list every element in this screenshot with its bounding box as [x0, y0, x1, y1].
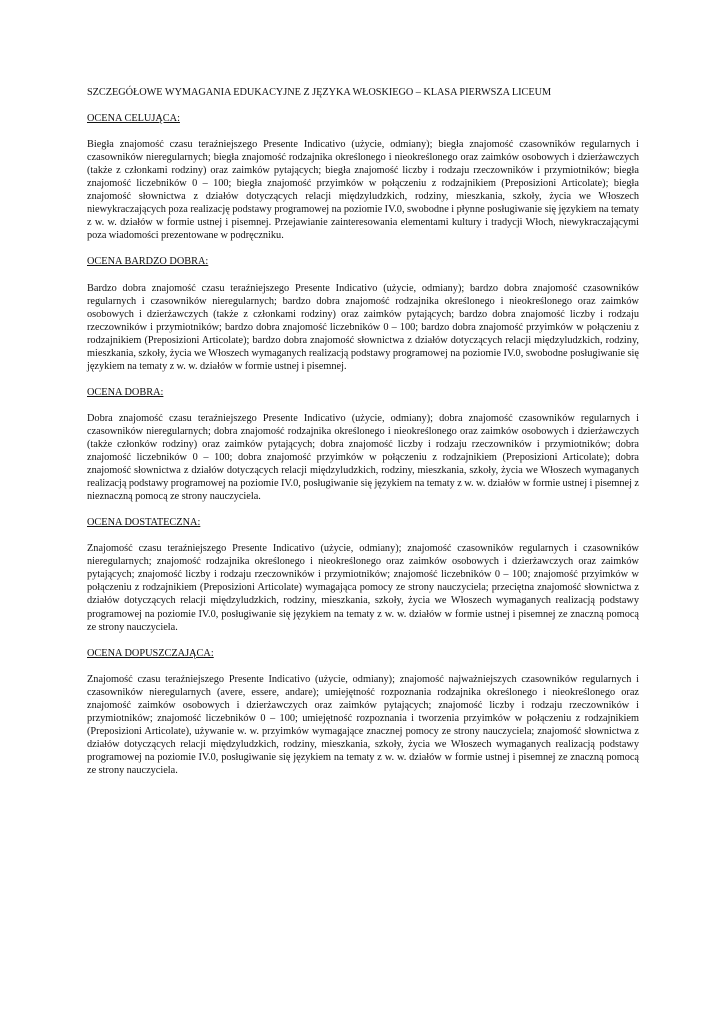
section-heading: OCENA DOPUSZCZAJĄCA:	[87, 647, 214, 659]
section-body: Bardzo dobra znajomość czasu teraźniejszego Presente Indicativo (użycie, odmiany); bardzo dobra znajomość czasowników regularnych i czasowników nieregularnych; bardzo dobra znajomość rodzajnika określonego i nieokreślonego oraz zaimków osobowych i dzierżawczych (także z członkami rodziny) oraz zaimków pytających; bardzo dobra znajomość liczby i rodzaju rzeczowników i przymiotników; bardzo dobra znajomość liczebników 0 – 100; bardzo dobra znajomość przyimków w połączeniu z rodzajnikiem (Preposizioni Articolate); bardzo dobra znajomość słownictwa z działów dotyczących relacji międzyludzkich, rodziny, mieszkania, szkoły, życia we Włoszech wymaganych realizacją podstawy programowej na poziomie IV.0, swobodne posługiwanie się językiem na tematy z w. w. działów w formie ustnej i pisemnej.	[87, 282, 639, 372]
section-body: Znajomość czasu teraźniejszego Presente Indicativo (użycie, odmiany); znajomość najważniejszych czasowników regularnych i czasowników nieregularnych (avere, essere, andare); umiejętność rozpoznania rodzajnika określonego i nieokreślonego oraz znajomość zaimków osobowych i dzierżawczych oraz zaimków pytających; znajomość liczby i rodzaju rzeczowników i przymiotników; znajomość liczebników 0 – 100; umiejętność rozpoznania i tworzenia przyimków w połączeniu z rodzajnikiem (Preposizioni Articolate), używanie w. w. przyimków wymagające znacznej pomocy ze strony nauczyciela; znajomość słownictwa z działów dotyczących relacji międzyludzkich, rodziny, mieszkania, szkoły, życia we Włoszech wymaganych realizacją podstawy programowej na poziomie IV.0, posługiwanie się językiem na tematy z w. w. działów w formie ustnej i pisemnej ze znaczną pomocą ze strony nauczyciela.	[87, 673, 639, 776]
section-heading: OCENA BARDZO DOBRA:	[87, 256, 209, 268]
section-body: Biegła znajomość czasu teraźniejszego Presente Indicativo (użycie, odmiany); biegła znajomość czasowników regularnych i czasowników nieregularnych; biegła znajomość rodzajnika określonego i nieokreślonego oraz zaimków osobowych i dzierżawczych (także z członkami rodziny) oraz zaimków pytających; biegła znajomość liczby i rodzaju rzeczowników i przymiotników; biegła znajomość liczebników 0 – 100; biegła znajomość przyimków w połączeniu z rodzajnikiem (Preposizioni Articolate); biegła znajomość słownictwa z działów dotyczących relacji międzyludzkich, rodziny, mieszkania, szkoły, życia we Włoszech niewykraczających poza realizację podstawy programowej na poziomie IV.0, swobodne i płynne posługiwanie się językiem na tematy z w. w. działów w formie ustnej i pisemnej. Przejawianie zainteresowania elementami kultury i tradycji Włoch, niewykraczającymi poza wiadomości prezentowane w podręczniku.	[87, 139, 639, 242]
section-celujaca	[87, 112, 639, 242]
section-heading: OCENA CELUJĄCA:	[87, 113, 180, 125]
section-dostateczna	[87, 516, 639, 633]
section-body: Znajomość czasu teraźniejszego Presente Indicativo (użycie, odmiany); znajomość czasowników regularnych i czasowników nieregularnych; znajomość rodzajnika określonego i nieokreślonego oraz zaimków osobowych i dzierżawczych oraz zaimków pytających; znajomość liczby i rodzaju rzeczowników i przymiotników; znajomość liczebników 0 – 100; znajomość przyimków w połączeniu z rodzajnikiem (Preposizioni Articolate) wymagająca pomocy ze strony nauczyciela; przeciętna znajomość słownictwa z działów dotyczących relacji międzyludzkich, rodziny, mieszkania, szkoły, życia we Włoszech wymaganych realizacją podstawy programowej na poziomie IV.0, posługiwanie się językiem na tematy z w. w. działów w formie ustnej i pisemnej ze znaczną pomocą ze strony nauczyciela.	[87, 543, 639, 633]
section-dobra	[87, 386, 639, 503]
section-dopuszczajaca	[87, 647, 639, 777]
document-title: SZCZEGÓŁOWE WYMAGANIA EDUKACYJNE Z JĘZYKA WŁOSKIEGO – KLASA PIERWSZA LICEUM	[87, 87, 552, 98]
section-heading: OCENA DOBRA:	[87, 386, 164, 398]
section-body: Dobra znajomość czasu teraźniejszego Presente Indicativo (użycie, odmiany); dobra znajomość czasowników regularnych i czasowników nieregularnych; dobra znajomość rodzajnika określonego i nieokreślonego oraz zaimków osobowych i dzierżawczych (także członków rodziny) oraz zaimków pytających; dobra znajomość liczby i rodzaju rzeczowników i przymiotników; dobra znajomość liczebników 0 – 100; dobra znajomość przyimków w połączeniu z rodzajnikiem (Preposizioni Articolate); dobra znajomość słownictwa z działów dotyczących relacji międzyludzkich, rodziny, mieszkania, szkoły, życia we Włoszech wymaganych realizacją podstawy programowej na poziomie IV.0, posługiwanie się językiem na tematy z w. w. działów w formie ustnej i pisemnej z nieznaczną pomocą ze strony nauczyciela.	[87, 412, 639, 503]
section-bardzo-dobra	[87, 255, 639, 372]
document-page	[87, 86, 639, 790]
section-heading: OCENA DOSTATECZNA:	[87, 517, 201, 529]
